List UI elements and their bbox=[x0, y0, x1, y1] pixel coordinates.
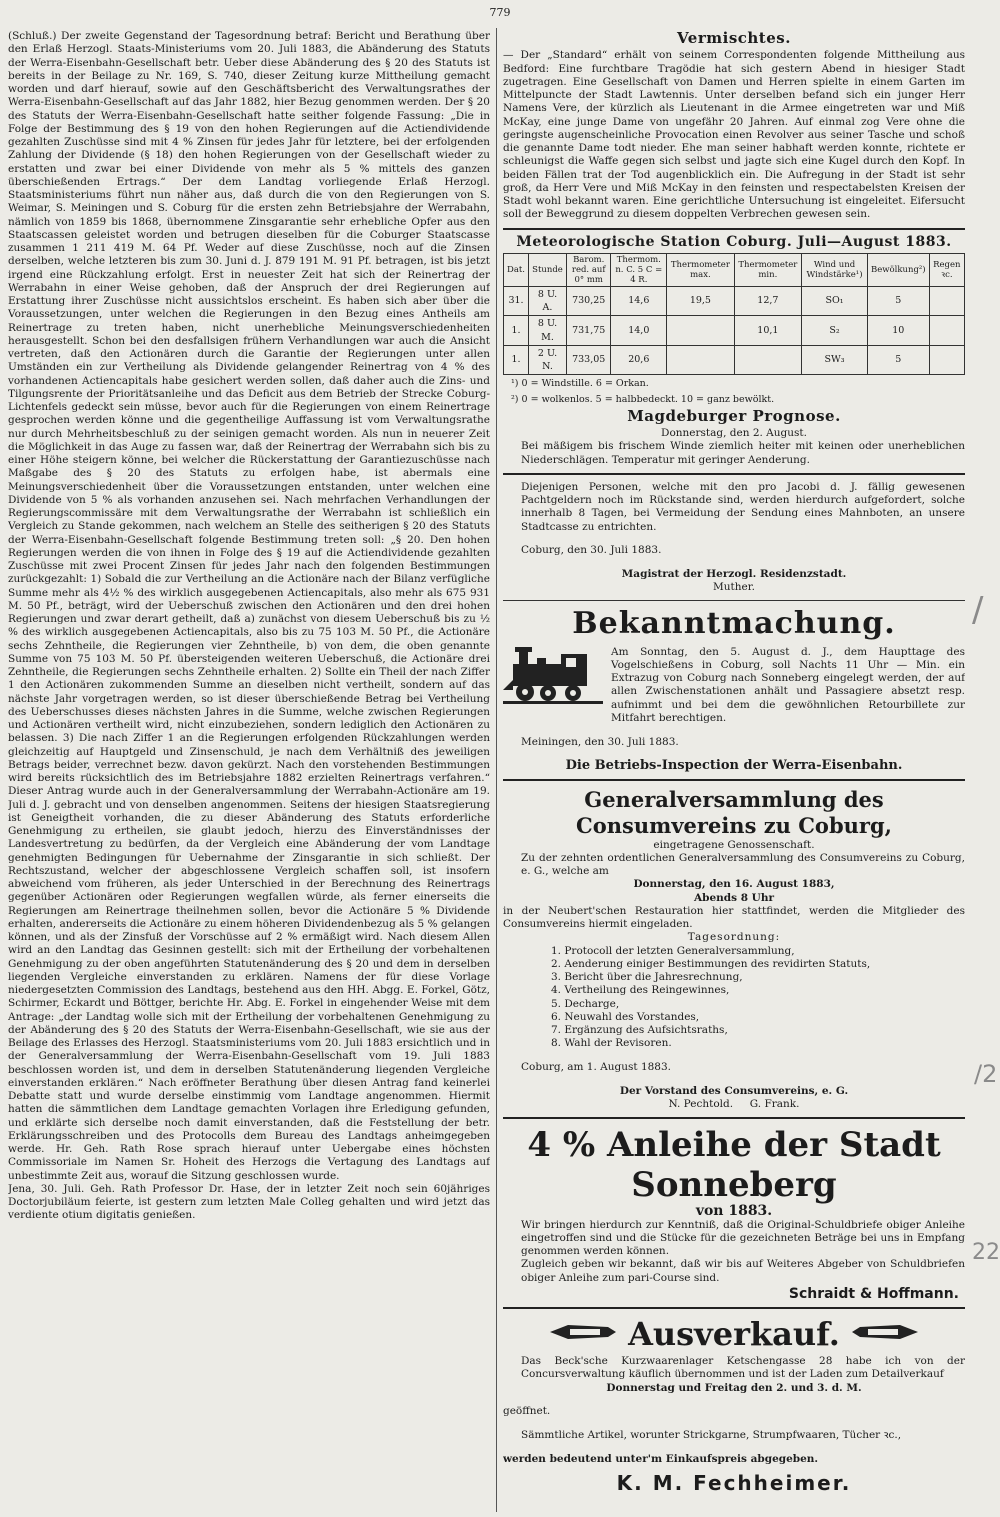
weather-footnote-wind: ¹) 0 = Windstille. 6 = Orkan. bbox=[511, 378, 649, 390]
pachtgeld-name: Muther. bbox=[713, 581, 755, 594]
anleihe-title: 4 % Anleihe der Stadt Sonneberg bbox=[527, 1125, 941, 1206]
konsumverein-notice bbox=[503, 787, 965, 1112]
table-cell: 31. bbox=[504, 286, 529, 316]
bekanntmachung-notice bbox=[503, 606, 965, 773]
table-cell: SO₁ bbox=[802, 286, 868, 316]
table-cell: SW₃ bbox=[802, 345, 868, 375]
pencil-mark: /2 bbox=[974, 1060, 998, 1088]
pachtgeld-date: Coburg, den 30. Juli 1883. bbox=[521, 544, 662, 557]
pencil-mark: / bbox=[972, 590, 984, 630]
agenda-title: Tagesordnung: bbox=[687, 931, 781, 944]
list-item: 3. Bericht über die Jahresrechnung, bbox=[551, 971, 743, 983]
konsumverein-names: N. Pechtold. G. Frank. bbox=[668, 1098, 800, 1110]
list-item: 5. Decharge, bbox=[551, 997, 620, 1010]
header-cell: Dat. bbox=[504, 253, 529, 286]
table-cell: 5 bbox=[867, 286, 929, 316]
vermischtes-section bbox=[503, 32, 965, 222]
table-cell: 10 bbox=[867, 316, 929, 346]
pointing-hand-right-icon bbox=[850, 1321, 920, 1347]
table-cell: 5 bbox=[867, 345, 929, 375]
header-cell: Thermom. n. C. 5 C = 4 R. bbox=[611, 253, 667, 286]
prognose-title: Magdeburger Prognose. bbox=[627, 406, 841, 425]
ausverkauf-notice bbox=[503, 1315, 965, 1495]
pachtgeld-signature: Magistrat der Herzogl. Residenzstadt. bbox=[621, 568, 847, 580]
list-item: 1. Protocoll der letzten Generalversammlung, bbox=[551, 944, 795, 957]
weather-table bbox=[503, 253, 965, 376]
header-cell: Bewölkung²) bbox=[867, 253, 929, 286]
section-rule bbox=[503, 473, 965, 475]
konsumverein-date: Donnerstag, den 16. August 1883, bbox=[633, 878, 835, 891]
bekanntmachung-date: Meiningen, den 30. Juli 1883. bbox=[521, 735, 679, 748]
bekanntmachung-title: Bekanntmachung. bbox=[572, 605, 896, 641]
table-cell: 731,75 bbox=[566, 316, 611, 346]
table-cell: 14,0 bbox=[611, 316, 667, 346]
header-cell: Wind und Windstärke¹) bbox=[802, 253, 868, 286]
agenda-list bbox=[551, 945, 965, 1051]
table-cell: 2 U. N. bbox=[529, 345, 567, 375]
weather-section bbox=[503, 233, 965, 406]
section-rule bbox=[503, 1307, 965, 1309]
ausverkauf-price: werden bedeutend unter'm Einkaufspreis abgegeben. bbox=[503, 1452, 819, 1465]
ausverkauf-text-1: Das Beck'sche Kurzwaarenlager Ketschengasse 28 habe ich von der Concursverwaltung käuflich übernommen und ist der Laden zum Detailverkauf bbox=[521, 1355, 965, 1381]
konsumverein-signature: Der Vorstand des Consumvereins, e. G. bbox=[619, 1084, 849, 1097]
landtag-report: (Schluß.) Der zweite Gegenstand der Tagesordnung betraf: Bericht und Berathung über den Erlaß Herzogl. Staats-Ministeriums vom 20. Juli 1883, die Abänderung des Statuts der Werra-Eisenbahn-Gesellschaft betr. Ueber diese Abänderung des § 20 des Statuts ist bereits in der Beilage zu Nr. 169, S. 740, dieser Zeitung kurze Mittheilung gemacht worden und darf hierauf, sowie auf den Geschäftsbericht des Verwaltungsrathes der Werra-Eisenbahn-Gesellschaft auf das Jahr 1882, hier Bezug genommen werden. Der § 20 des Statuts der Werra-Eisenbahn-Gesellschaft hatte seither folgende Fassung: „Die in Folge der Bestimmung des § 19 von den hohen Regierungen auf die Actiendividende gezahlten Zuschüsse sind mit 4 % Zinsen für jedes Jahr für letztere, bei der erfolgenden Zahlung der Dividende (§ 18) den hohen Regierungen von der Gesellschaft wieder zu erstatten und zwar bei einer Dividende von mehr als 5 % mittels des ganzen überschießenden Ertrags.“ Der dem Landtag vorliegende Erlaß Herzogl. Staatsministeriums führt nun näher aus, daß durch die von den Regierungen von S. Weimar, S. Meiningen und S. Coburg für die ersten zehn Betriebsjahre der Werrabahn, nämlich von 1859 bis 1868, übernommene Zinsgarantie sehr erhebliche Opfer aus den Staatscassen geleistet worden und betrugen dieselben für die Coburger Staatscasse zusammen 1 211 419 M. 64 Pf. Weder auf diese Zuschüsse, noch auf die Zinsen derselben, welche letzteren bis zum 30. Juni d. J. 879 191 M. 91 Pf. betragen, ist bis jetzt irgend eine Rückzahlung erfolgt. Erst in neuester Zeit hat sich der Reinertrag der Werrabahn in einer Weise gehoben, daß der Anspruch der drei Regierungen auf Erstattung ihrer Zuschüsse nicht aussichtslos erscheint. Es haben sich aber über die Voraussetzungen, unter welchen die Regierungen in den Bezug eines Antheils am Reinertrage zu treten haben, nicht unerhebliche Meinungsverschiedenheiten herausgestellt. Schon bei den desfallsigen frühern Verhandlungen war auch die Ansicht vertreten, daß den Actionären durch die Garantie der Regierungen unter allen Umständen ein zur Vertheilung als Dividende gelangender Reinertrag von 4 % des vorhandenen Actiencapitals habe gesichert werden sollen, daß daher auch die Zins- und Tilgungsrente der Prioritätsanleihe und das Deficit aus dem Betrieb der Strecke Coburg-Lichtenfels gedeckt sein müsse, bevor auch für die Regierungen von einem Reinertrage gesprochen werden könne und die gegentheilige Auffassung ist vom Verwaltungsrathe nur durch Mehrheitsbeschluß zu der seinigen gemacht worden. Als nun in neuerer Zeit die Möglichkeit in das Auge zu fassen war, daß der Reinertrag der Werrabahn sich bis zu einer Höhe steigern könne, bei welcher die Rückerstattung der Garantiezuschüsse nach Maßgabe des § 20 des Statuts zu erfolgen habe, ist abermals eine Meinungsverschiedenheit über die Voraussetzungen entstanden, unter welchen eine Dividende von 5 % als vorhanden anzusehen sei. Nach mehrfachen Verhandlungen der Regierungscommissäre mit dem Verwaltungsrathe der Werrabahn ist schließlich ein Vergleich zu Stande gekommen, nach welchem an Stelle des seitherigen § 20 des Statuts der Werra-Eisenbahn-Gesellschaft folgende Bestimmung treten soll: „§ 20. Den hohen Regierungen werden die von ihnen in Folge des § 19 auf die Actiendividende gezahlten Zuschüsse mit zwei Procent Zinsen für jedes Jahr nach den folgenden Bestimmungen zurückgezahlt: 1) Sobald die zur Vertheilung an die Actionäre nach der Bilanz verfügliche Summe mehr als 4½ % des wirklich ausgegebenen Actiencapitals, also mehr als 675 931 M. 50 Pf., beträgt, wird der Ueberschuß zwischen den Actionären und den drei hohen Regierungen und zwar derart getheilt, daß a) zunächst von diesem Ueberschuß bis zu ½ % des wirklich ausgegebenen Actiencapitals, also bis zu 75 103 M. 50 Pf., die Actionäre sechs Zehntheile, die Regierungen vier Zehntheile, b) von dem, die oben genannte Summe von 75 103 M. 50 Pf. übersteigenden weiteren Ueberschuß, die Actionäre drei Zehntheile, die Regierungen sechs Zehntheile erhalten. 2) Sollte ein Theil der nach Ziffer 1 den Actionären zukommenden Summe an dieselben nicht vertheilt, sondern auf das nächste Jahr vorgetragen werden, so ist dieser überschießende Betrag bei Vertheilung des Ueberschusses dieses nächsten Jahres in die Summe, welche zwischen Regierungen und Actionären vertheilt wird, nicht einzubeziehen, sondern lediglich den Actionären zu belassen. 3) Die nach Ziffer 1 an die Regierungen erfolgenden Rückzahlungen werden gleichzeitig auf Hauptgeld und Zinsenschuld, je nach dem Verhältniß des jeweiligen Betrags beider, verrechnet bezw. davon gekürzt. Nach den vorstehenden Bestimmungen wird bereits rücksichtlich des im Betriebsjahre 1882 erzielten Reinertrags verfahren.“ Dieser Antrag wurde auch in der Generalversammlung der Werrabahn-Actionäre am 19. Juli d. J. gebracht und von denselben angenommen. Seitens der hiesigen Staatsregierung ist Geneigtheit vorhanden, die zu dieser Abänderung des Statuts erforderliche Genehmigung zu ertheilen, sie glaubt jedoch, hierzu des Einverständnisses der Landesvertretung zu bedürfen, da der Vergleich eine Abänderung der vom Landtage genehmigten Bedingungen für Uebernahme der Zinsgarantie in sich schließt. Der Rechtszustand, welcher der abgeschlossene Vergleich schaffen soll, ist insofern abweichend vom früheren, als jeder Unterschied in der Berechnung des Reinertrags gegenüber Actionären oder Regierungen wegfallen würde, als ferner einerseits die Regierungen am Reinertrage theilnehmen sollen, bevor die Actionäre 5 % Dividende erhalten, andererseits die Actionäre zu einem höheren Dividendenbezug als 5 % gelangen können, und als der Zinsfuß der Vorschüsse auf 2 % ermäßigt wird. Nach diesem Allen wird an den Landtag das Gesinnen gestellt: sich mit der Ertheilung der vorbehaltenen Genehmigung zu der oben angeführten Statutenänderung des § 20 und dem in derselben liegenden Vergleiche einverstanden zu erklären. Namens der für diese Vorlage niedergesetzten Commission des Landtags, bestehend aus den HH. Abgg. E. Forkel, Götz, Schirmer, Eckardt und Böttger, berichte Hr. Abg. E. Forkel in eingehender Weise mit dem Antrage: „der Landtag wolle sich mit der Ertheilung der vorbehaltenen Genehmigung zu der Abänderung des § 20 des Statuts der Werra-Eisenbahn-Gesellschaft, wie sie aus der Beilage des Erlasses des Herzogl. Staatsministeriums vom 20. Juli 1883 ersichtlich und in der Generalversammlung der Werra-Eisenbahn-Gesellschaft vom 19. Juli 1883 beschlossen worden ist, und dem in derselben Statutenänderung liegenden Vergleiche einverstanden erklären.“ Nach eröffneter Berathung über diesen Antrag fand keinerlei Debatte statt und wurde derselbe einstimmig vom Landtage angenommen. Hiermit hatten die sämmtlichen dem Landtage gemachten Vorlagen ihre Erledigung gefunden, und erklärte sich derselbe noch damit einverstanden, daß die Feststellung der betr. Erklärungsschreiben und des Protocolls dem Bureau des Landtags anheimgegeben werde. Hr. Geh. Rath Rose sprach hierauf unter Uebergabe eines höchsten Commissoriale im Namen Sr. Hoheit des Herzogs die Vertagung des Landtags auf unbestimmte Zeit aus, worauf die Sitzung geschlossen wurde. bbox=[8, 30, 490, 1182]
bekanntmachung-text: Am Sonntag, den 5. August d. J., dem Haupttage des Vogelschießens in Coburg, soll Nachts 11 Uhr — Min. ein Extrazug von Coburg nach Sonneberg eingelegt werden, der auf allen Zwischenstationen anhält und Passagiere absetzt resp. aufnimmt und bei dem die gewöhnlichen Retourbillete zur Mitfahrt berechtigen. bbox=[611, 645, 965, 724]
anleihe-firm: Schraidt & Hoffmann. bbox=[788, 1285, 959, 1302]
table-cell: 8 U. A. bbox=[529, 286, 567, 316]
left-column bbox=[8, 30, 490, 1510]
vermischtes-title: Vermischtes. bbox=[677, 30, 791, 47]
weather-footnote-clouds: ²) 0 = wolkenlos. 5 = halbbedeckt. 10 = ganz bewölkt. bbox=[511, 393, 775, 405]
column-divider bbox=[496, 28, 497, 1512]
ausverkauf-articles: Sämmtliche Artikel, worunter Strickgarne, Strumpfwaaren, Tücher ꝛc., bbox=[521, 1429, 902, 1441]
anleihe-text-1: Wir bringen hierdurch zur Kenntniß, daß die Original-Schuldbriefe obiger Anleihe eingetroffen sind und die Stücke für die gezeichneten Beträge bei uns in Empfang genommen werden können. bbox=[521, 1218, 965, 1257]
list-item: 4. Vertheilung des Reingewinnes, bbox=[551, 984, 730, 997]
locomotive-icon bbox=[503, 646, 603, 710]
section-rule bbox=[503, 1117, 965, 1119]
header-cell: Regen ꝛc. bbox=[929, 253, 964, 286]
prognose-date: Donnerstag, den 2. August. bbox=[661, 427, 807, 439]
prognose-section bbox=[503, 406, 965, 467]
pencil-mark: 22 bbox=[972, 1240, 1000, 1265]
right-column bbox=[503, 30, 965, 1510]
table-cell: S₂ bbox=[802, 316, 868, 346]
header-cell: Thermometer min. bbox=[734, 253, 801, 286]
list-item: 8. Wahl der Revisoren. bbox=[551, 1037, 672, 1050]
pachtgeld-notice bbox=[503, 481, 965, 595]
vermischtes-text: — Der „Standard“ erhält von seinem Correspondenten folgende Mittheilung aus Bedford: Eine furchtbare Tragödie hat sich gestern Abend in hiesiger Stadt zugetragen. Eine Gesellschaft von Damen und Herren spielte in einem Garten im Mittelpuncte der Stadt Lawtennis. Unter derselben befand sich ein junger Herr Namens Vere, der kürzlich als Lieutenant in die Armee eingetreten war und Miß McKay, eine junge Dame von ungefähr 20 Jahren. Auf einmal zog Vere ohne die geringste augenscheinliche Provocation einen Revolver aus seiner Tasche und schoß die genannte Dame todt nieder. Ehe man seiner habhaft werden konnte, richtete er schleunigst die Waffe gegen sich selbst und jagte sich eine Kugel durch den Kopf. In beiden Fällen trat der Tod augenblicklich ein. Die Aufregung in der Stadt ist sehr groß, da Herr Vere und Miß McKay in den feinsten und respectabelsten Kreisen der Stadt wohl bekannt waren. Eine gerichtliche Untersuchung ist eingeleitet. Eifersucht soll der Beweggrund zu diesem doppelten Verbrechen gewesen sein. bbox=[503, 49, 965, 221]
section-rule bbox=[503, 600, 965, 601]
table-cell bbox=[667, 345, 735, 375]
ausverkauf-open: geöffnet. bbox=[503, 1405, 551, 1418]
konsumverein-title: Generalversammlung des Consumvereins zu Coburg, bbox=[576, 786, 892, 838]
table-cell bbox=[734, 345, 801, 375]
list-item: 6. Neuwahl des Vorstandes, bbox=[551, 1010, 700, 1023]
table-cell: 14,6 bbox=[611, 286, 667, 316]
table-cell: 730,25 bbox=[566, 286, 611, 316]
weather-title: Meteorologische Station Coburg. Juli—August 1883. bbox=[516, 233, 952, 250]
bekanntmachung-signature: Die Betriebs-Inspection der Werra-Eisenbahn. bbox=[565, 758, 903, 774]
konsumverein-invite: Zu der zehnten ordentlichen Generalversammlung des Consumvereins zu Coburg, e. G., welche am bbox=[521, 851, 965, 877]
ausverkauf-days: Donnerstag und Freitag den 2. und 3. d. M. bbox=[606, 1381, 862, 1394]
anleihe-notice bbox=[503, 1125, 965, 1301]
section-rule bbox=[503, 228, 965, 230]
table-cell: 733,05 bbox=[566, 345, 611, 375]
ausverkauf-firm: K. M. Fechheimer. bbox=[616, 1470, 852, 1495]
konsumverein-location: in der Neubert'schen Restauration hier stattfindet, werden die Mitglieder des Consumvereins hiermit eingeladen. bbox=[503, 904, 965, 930]
pachtgeld-text: Diejenigen Personen, welche mit den pro Jacobi d. J. fällig gewesenen Pachtgeldern noch im Rückstande sind, werden hierdurch aufgefordert, solche innerhalb 8 Tagen, bei Vermeidung der Sendung eines Mahnboten, an unsere Stadtcasse zu entrichten. bbox=[521, 480, 965, 533]
table-cell: 8 U. M. bbox=[529, 316, 567, 346]
anleihe-subtitle: von 1883. bbox=[695, 1203, 773, 1220]
konsumverein-subtitle: eingetragene Genossenschaft. bbox=[653, 838, 815, 851]
prognose-text: Bei mäßigem bis frischem Winde ziemlich heiter mit keinen oder unerheblichen Niederschlägen. Temperatur mit geringer Aenderung. bbox=[521, 440, 965, 466]
page-number: 779 bbox=[489, 6, 511, 19]
ausverkauf-heading bbox=[503, 1315, 965, 1353]
pointing-hand-left-icon bbox=[548, 1321, 618, 1347]
anleihe-text-2: Zugleich geben wir bekannt, daß wir bis auf Weiteres Abgeber von Schuldbriefen obiger Anleihe zum pari-Course sind. bbox=[521, 1258, 965, 1284]
table-cell: 1. bbox=[504, 316, 529, 346]
header-cell: Barom. red. auf 0° mm bbox=[566, 253, 611, 286]
list-item: 2. Aenderung einiger Bestimmungen des revidirten Statuts, bbox=[551, 957, 871, 970]
table-cell: 12,7 bbox=[734, 286, 801, 316]
table-cell bbox=[929, 286, 964, 316]
header-cell: Stunde bbox=[529, 253, 567, 286]
table-row bbox=[504, 286, 965, 316]
table-row bbox=[504, 345, 965, 375]
bekanntmachung-body bbox=[503, 646, 965, 726]
ausverkauf-title: Ausverkauf. bbox=[628, 1315, 840, 1353]
list-item: 7. Ergänzung des Aufsichtsraths, bbox=[551, 1024, 728, 1036]
section-rule bbox=[503, 779, 965, 781]
table-cell bbox=[929, 345, 964, 375]
header-cell: Thermometer max. bbox=[667, 253, 735, 286]
table-cell bbox=[667, 316, 735, 346]
table-cell: 19,5 bbox=[667, 286, 735, 316]
table-row bbox=[504, 316, 965, 346]
table-cell: 20,6 bbox=[611, 345, 667, 375]
weather-header-row bbox=[504, 253, 965, 286]
konsumverein-time: Abends 8 Uhr bbox=[694, 891, 774, 904]
konsumverein-place-date: Coburg, am 1. August 1883. bbox=[521, 1061, 671, 1073]
jena-report: Jena, 30. Juli. Geh. Rath Professor Dr. Hase, der in letzter Zeit noch sein 60jähriges Doctorjubiläum feierte, ist gestern zum letzten Male Colleg gehalten und wird jetzt das verdiente otium digitatis genießen. bbox=[8, 1182, 490, 1222]
table-cell: 1. bbox=[504, 345, 529, 375]
table-cell: 10,1 bbox=[734, 316, 801, 346]
table-cell bbox=[929, 316, 964, 346]
